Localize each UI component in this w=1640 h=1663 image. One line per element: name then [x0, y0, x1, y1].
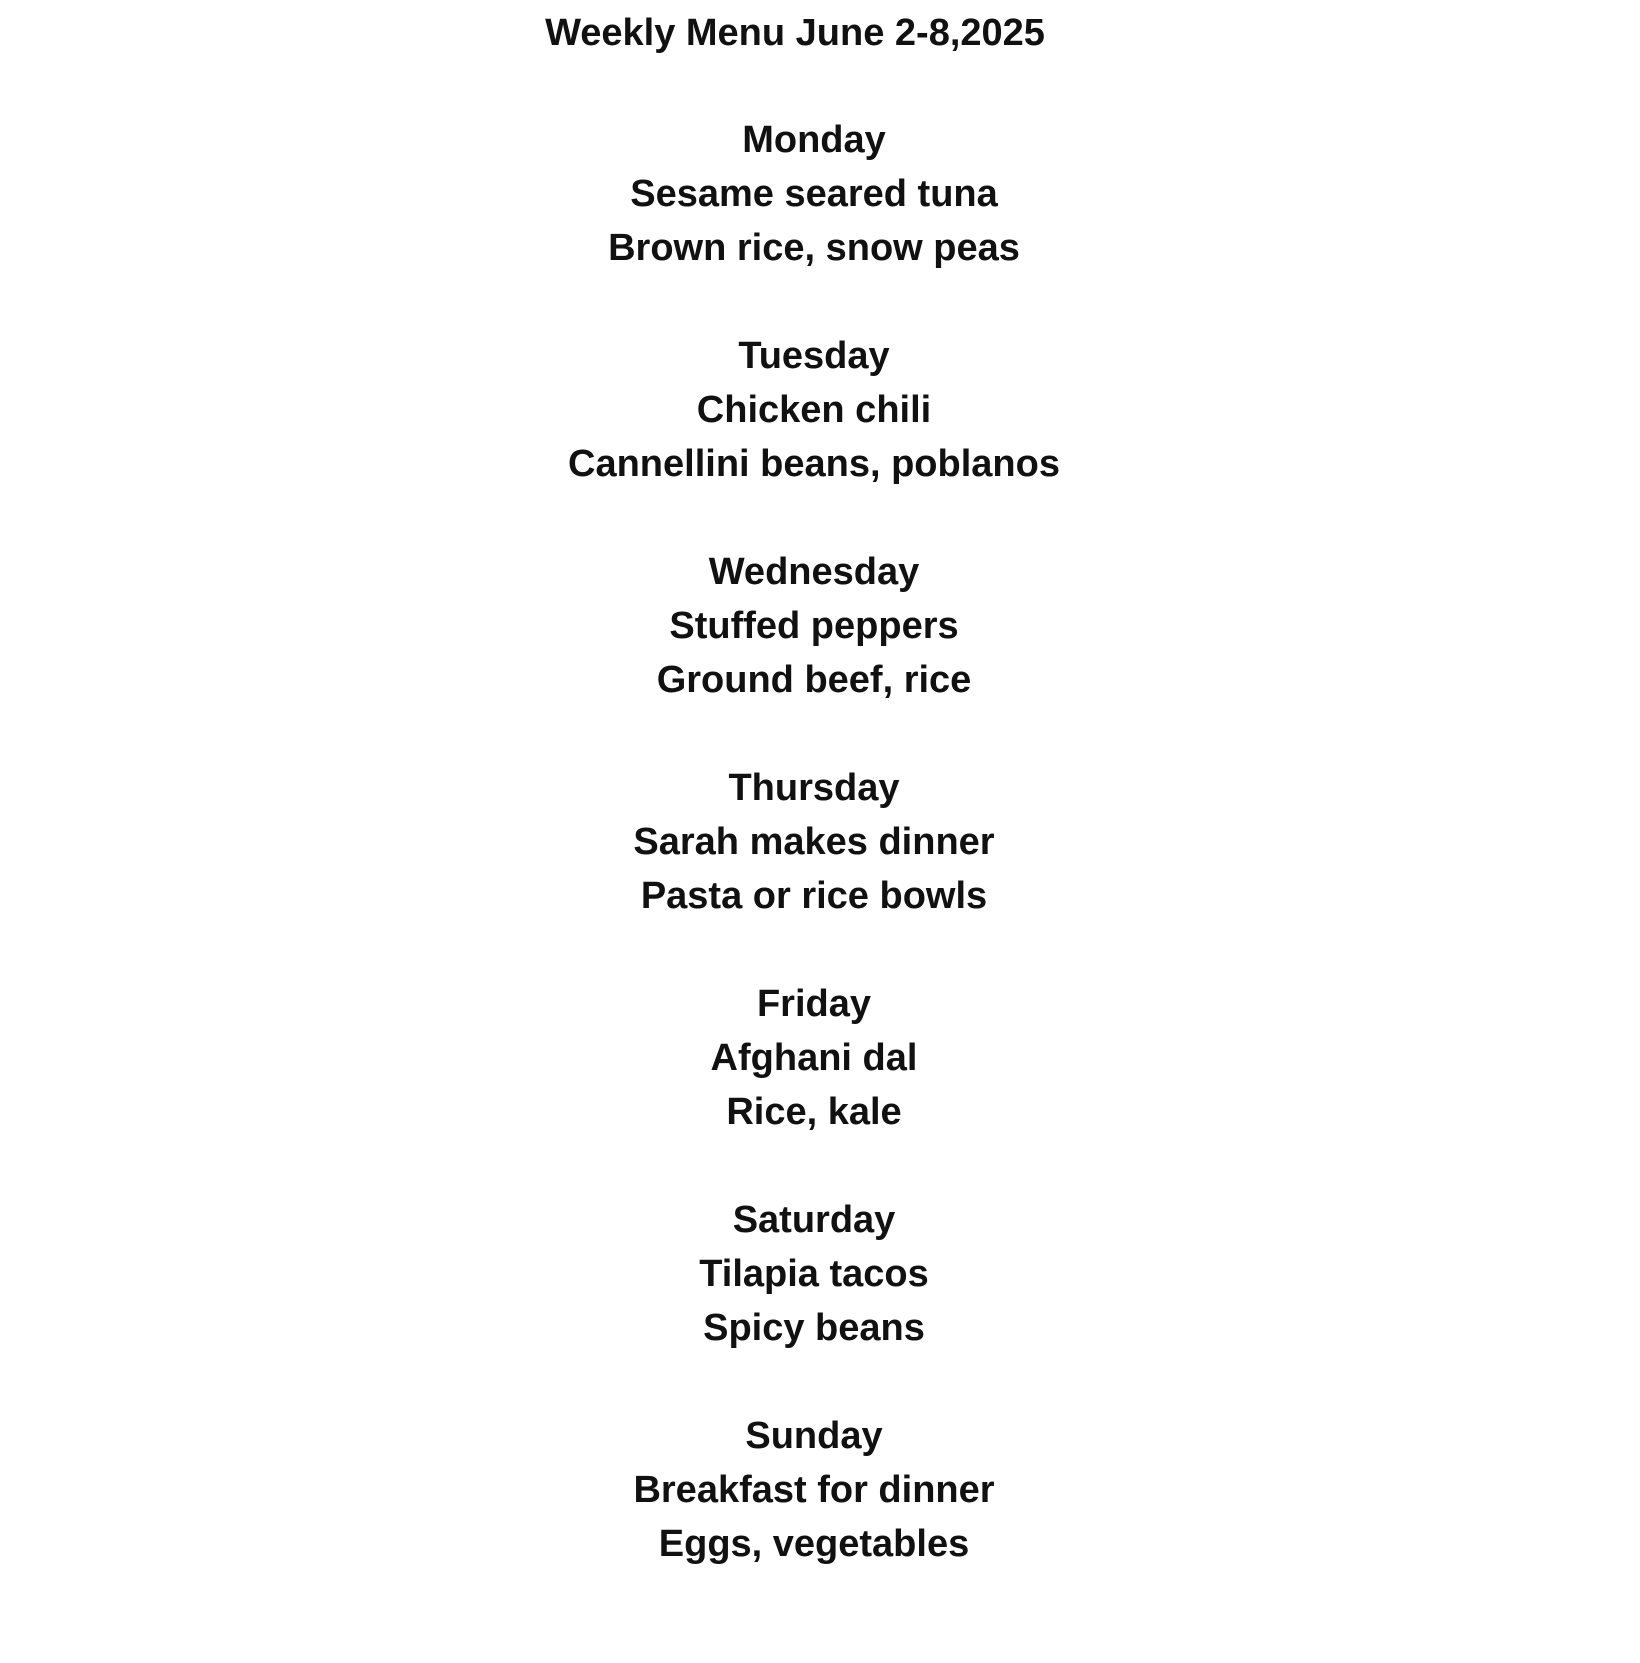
- main-dish: Tilapia tacos: [699, 1253, 929, 1295]
- side-dishes: Spicy beans: [703, 1307, 925, 1349]
- day-list: [0, 113, 1640, 1625]
- day-block-sunday: [0, 1409, 1640, 1625]
- day-block-saturday: [0, 1193, 1640, 1409]
- main-dish: Sesame seared tuna: [630, 173, 998, 215]
- side-dishes: Brown rice, snow peas: [608, 227, 1020, 269]
- main-dish: Sarah makes dinner: [633, 821, 995, 863]
- day-name: Friday: [756, 983, 872, 1025]
- day-name: Monday: [742, 119, 886, 161]
- side-dishes: Eggs, vegetables: [658, 1523, 970, 1565]
- day-block-friday: [0, 977, 1640, 1193]
- day-block-wednesday: [0, 545, 1640, 761]
- day-name: Wednesday: [708, 551, 920, 593]
- side-dishes: Ground beef, rice: [656, 659, 972, 701]
- day-block-tuesday: [0, 329, 1640, 545]
- main-dish: Chicken chili: [696, 389, 932, 431]
- main-dish: Stuffed peppers: [669, 605, 959, 647]
- menu-title: Weekly Menu June 2-8,2025: [545, 12, 1045, 54]
- main-dish: Afghani dal: [710, 1037, 918, 1079]
- day-name: Saturday: [732, 1199, 896, 1241]
- day-name: Thursday: [728, 767, 900, 809]
- day-name: Tuesday: [738, 335, 890, 377]
- side-dishes: Rice, kale: [726, 1091, 902, 1133]
- main-dish: Breakfast for dinner: [633, 1469, 995, 1511]
- side-dishes: Pasta or rice bowls: [640, 875, 988, 917]
- day-block-thursday: [0, 761, 1640, 977]
- day-block-monday: [0, 113, 1640, 329]
- day-name: Sunday: [745, 1415, 883, 1457]
- side-dishes: Cannellini beans, poblanos: [568, 443, 1060, 485]
